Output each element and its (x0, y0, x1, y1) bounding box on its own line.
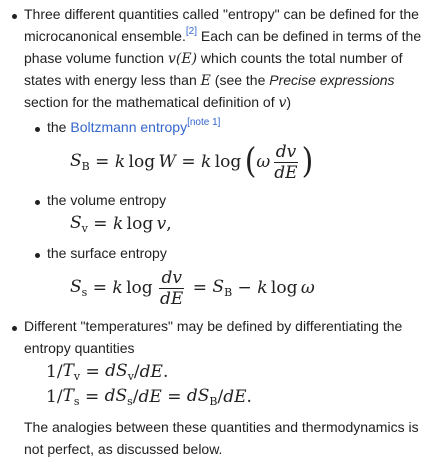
list-bullet (12, 14, 17, 19)
sub-list-bullet (35, 200, 40, 205)
equation-surface: $S_s$ = k log $\frac{dv}{dE}$ = $S_B$ − k log ω (70, 267, 315, 309)
text-span: phase volume function (24, 50, 168, 66)
equation-volume-temperature: 1/ $T_v$ = $dS_v$ / dE . (46, 361, 169, 383)
equation-volume: $S_v$ = k log v , (70, 213, 172, 235)
paragraph-line (24, 92, 291, 113)
paragraph-line (24, 48, 403, 69)
italic-link-text: Precise expressions (269, 72, 395, 88)
sub-list-bullet (35, 127, 40, 132)
math-inline: E (200, 73, 211, 89)
text-span: which counts the total number of (197, 50, 403, 66)
sub-list-bullet (35, 253, 40, 258)
boltzmann-entropy-link[interactable]: Boltzmann entropy (70, 119, 188, 135)
note-link[interactable]: [note 1] (187, 117, 221, 129)
paragraph-line (24, 26, 421, 46)
text-span: Each can be defined in terms of the (196, 28, 422, 44)
sub-item-line: the volume entropy (47, 192, 167, 208)
text-span: (see the (210, 72, 270, 88)
list-bullet (12, 326, 17, 331)
paragraph-line (24, 70, 395, 91)
text-span: section for the mathematical definition of (24, 94, 279, 110)
paragraph-line: not perfect, as discussed below. (24, 441, 223, 457)
equation-boltzmann: $S_B$ = k log W = k log ( ω $\frac{dv}{dE}$ ) (70, 141, 314, 183)
sub-item-line (47, 117, 220, 137)
text-span: the (47, 119, 71, 135)
text-span: ) (286, 94, 292, 110)
paragraph-line: Different "temperatures" may be defined by differentiating the (24, 318, 403, 334)
paragraph-line: entropy quantities (24, 340, 135, 356)
paragraph-line: Three different quantities called "entropy" can be defined for the (24, 6, 419, 22)
text-span: states with energy less than (24, 72, 201, 88)
paragraph-line: The analogies between these quantities and thermodynamics is (24, 419, 419, 435)
equation-surface-temperature: 1/ $T_s$ = $dS_s$ / dE = $dS_B$ / dE . (46, 386, 252, 408)
text-span: microcanonical ensemble. (24, 28, 186, 44)
math-inline: v(E) (167, 51, 198, 67)
math-inline: v (278, 95, 287, 111)
citation-link[interactable]: [2] (185, 26, 197, 38)
sub-item-line: the surface entropy (47, 245, 167, 261)
